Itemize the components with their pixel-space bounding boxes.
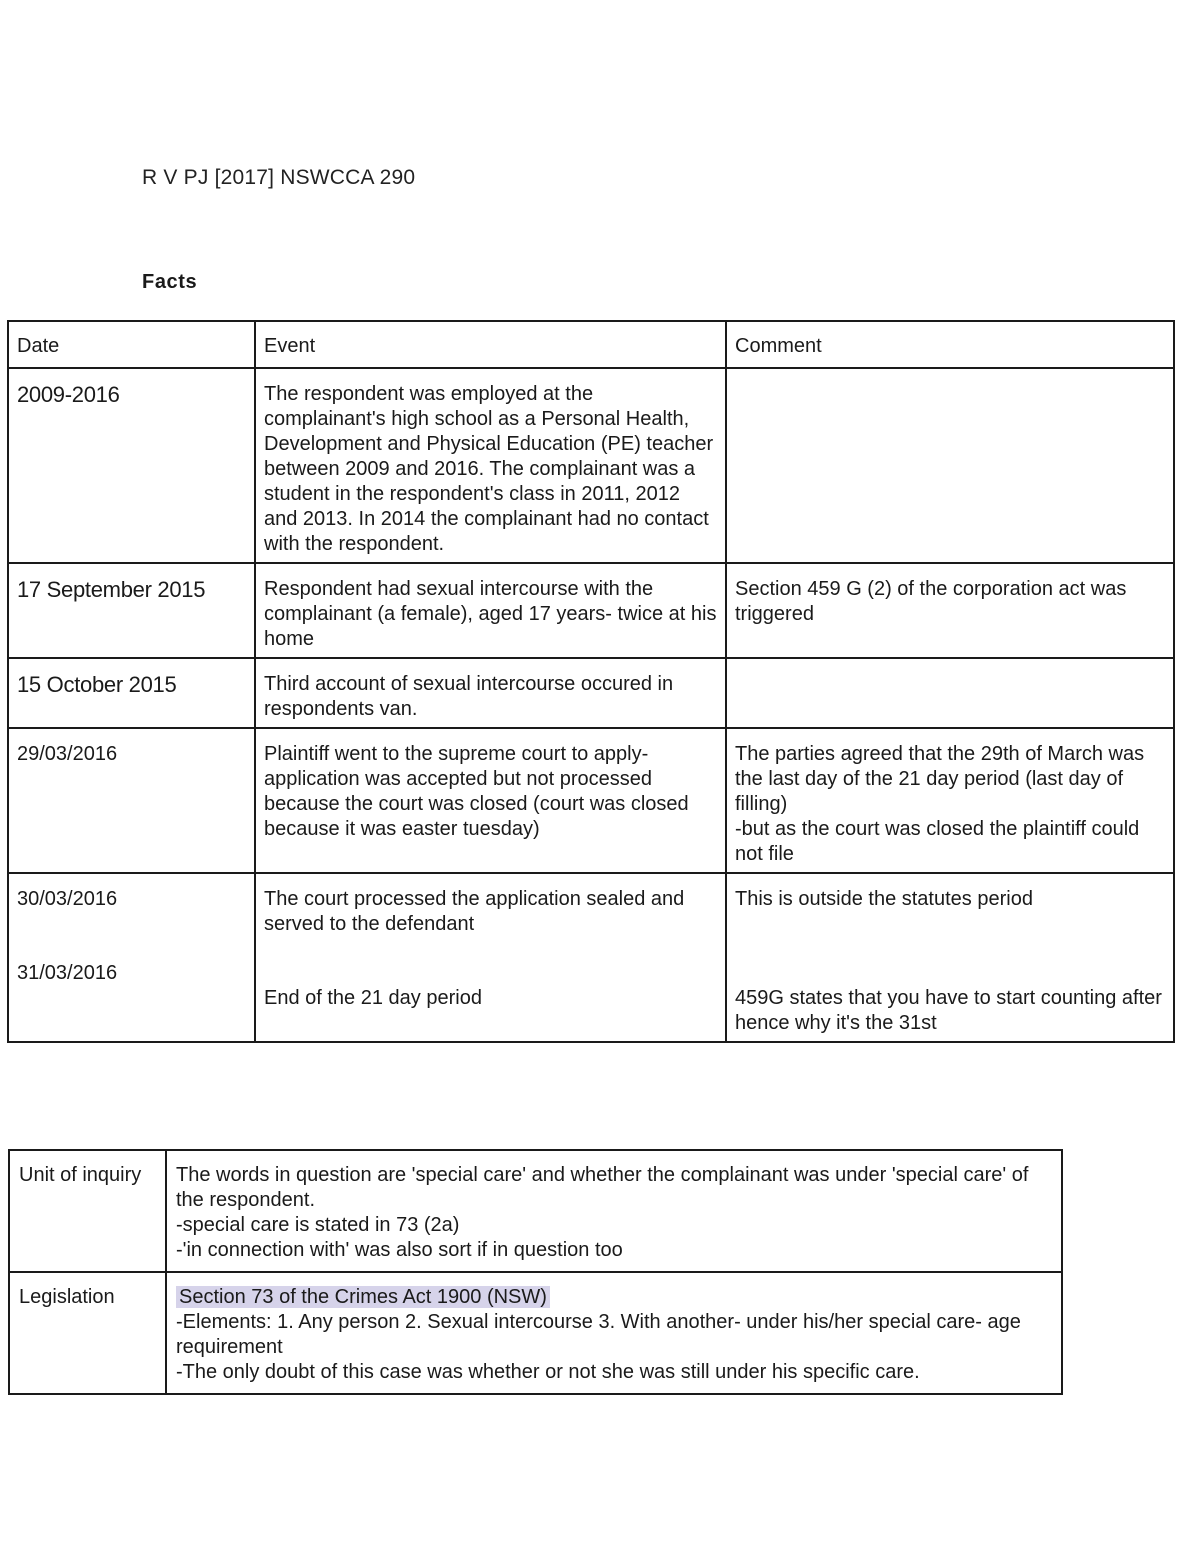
content-line: The words in question are 'special care' and whether the complainant was under 'special care' of the respondent. <box>176 1164 1029 1211</box>
highlighted-legislation: Section 73 of the Crimes Act 1900 (NSW) <box>176 1286 550 1308</box>
row-event: Plaintiff went to the supreme court to apply- application was accepted but not processed because the court was closed (court was closed because it was easter tuesday) <box>255 728 726 873</box>
row-content <box>166 1150 1062 1272</box>
row-date: 29/03/2016 <box>8 728 255 873</box>
table-row <box>8 728 1174 873</box>
content-line: -'in connection with' was also sort if in question too <box>176 1239 623 1261</box>
sub-date: 31/03/2016 <box>17 962 118 984</box>
row-event: The respondent was employed at the complainant's high school as a Personal Health, Development and Physical Education (PE) teacher between 2009 and 2016. The complainant was a student in the respondent's class in 2011, 2012 and 2013. In 2014 the complainant had no contact with the respondent. <box>255 368 726 563</box>
row-label: Legislation <box>9 1272 166 1394</box>
content-line: -The only doubt of this case was whether or not she was still under his specific care. <box>176 1361 920 1383</box>
facts-heading: Facts <box>142 271 198 293</box>
sub-comment: This is outside the statutes period <box>735 888 1033 910</box>
row-event: Third account of sexual intercourse occured in respondents van. <box>255 658 726 728</box>
row-date: 17 September 2015 <box>17 577 206 602</box>
sub-event: End of the 21 day period <box>264 987 482 1009</box>
comment-line: The parties agreed that the 29th of March was the last day of the 21 day period (last day of filling) <box>735 743 1145 815</box>
content-line: -special care is stated in 73 (2a) <box>176 1214 460 1236</box>
row-comment: Section 459 G (2) of the corporation act was triggered <box>726 563 1174 658</box>
sub-event: The court processed the application sealed and served to the defendant <box>264 888 685 935</box>
table-row <box>8 873 1174 1042</box>
table-header-row <box>8 321 1174 368</box>
facts-table <box>7 320 1175 1043</box>
row-comment <box>726 658 1174 728</box>
row-event: Respondent had sexual intercourse with the complainant (a female), aged 17 years- twice at his home <box>255 563 726 658</box>
sub-comment: 459G states that you have to start counting after hence why it's the 31st <box>735 987 1162 1034</box>
sub-date: 30/03/2016 <box>17 888 118 910</box>
table-row <box>9 1150 1062 1272</box>
content-line: -Elements: 1. Any person 2. Sexual intercourse 3. With another- under his/her special care- age requirement <box>176 1311 1021 1358</box>
row-content <box>166 1272 1062 1394</box>
table-row <box>8 368 1174 563</box>
column-header-comment: Comment <box>726 321 1174 368</box>
inquiry-table <box>8 1149 1063 1395</box>
column-header-event: Event <box>255 321 726 368</box>
column-header-date: Date <box>8 321 255 368</box>
row-comment <box>726 728 1174 873</box>
row-label: Unit of inquiry <box>9 1150 166 1272</box>
row-event <box>255 873 726 1042</box>
table-row <box>8 563 1174 658</box>
content-line <box>176 1285 1052 1310</box>
comment-line: -but as the court was closed the plaintiff could not file <box>735 818 1140 865</box>
case-title: R V PJ [2017] NSWCCA 290 <box>142 166 416 189</box>
row-date: 2009-2016 <box>17 382 120 407</box>
row-comment <box>726 368 1174 563</box>
table-row <box>9 1272 1062 1394</box>
row-date: 15 October 2015 <box>17 672 177 697</box>
row-comment <box>726 873 1174 1042</box>
table-row <box>8 658 1174 728</box>
row-date <box>8 873 255 1042</box>
